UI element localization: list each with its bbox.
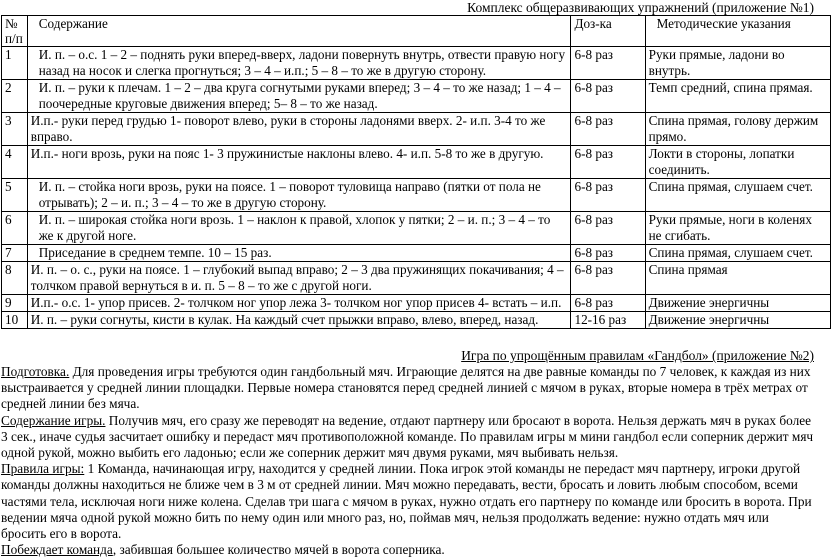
cell-content: И. п. – стойка ноги врозь, руки на поясе. 1 – поворот туловища направо (пятки от пола не отрывать); 2 – и. п.; 3 – 4 – то же в другую сторону. [27, 179, 571, 212]
table-row [2, 212, 831, 245]
cell-content: И.п.- ноги врозь, руки на пояс 1- 3 пружинистые наклоны влево. 4- и.п. 5-8 то же в другую. [27, 146, 571, 179]
table-row [2, 312, 831, 329]
table-row [2, 295, 831, 312]
cell-notes: Темп средний, спина прямая. [645, 80, 830, 113]
table-row [2, 245, 831, 262]
cell-dose: 6-8 раз [571, 113, 645, 146]
cell-notes: Локти в стороны, лопатки соединить. [645, 146, 830, 179]
header-dose: Доз-ка [571, 16, 645, 47]
game-title: Игра по упрощённым правилам «Гандбол» (приложение №2) [461, 348, 814, 363]
cell-dose: 6-8 раз [571, 47, 645, 80]
cell-dose: 6-8 раз [571, 212, 645, 245]
cell-notes: Спина прямая, голову держим прямо. [645, 113, 830, 146]
cell-notes: Спина прямая [645, 262, 830, 295]
header-content: Содержание [27, 16, 571, 47]
cell-dose: 6-8 раз [571, 295, 645, 312]
cell-num: 1 [2, 47, 28, 80]
cell-content: Приседание в среднем темпе. 10 – 15 раз. [27, 245, 571, 262]
table-row [2, 146, 831, 179]
cell-content: И. п. – руки к плечам. 1 – 2 – два круга согнутыми руками вперед; 3 – 4 – то же назад; 1 – 4 – поочередные круговые движения вперед; 5– 8 – то же назад. [27, 80, 571, 113]
content-text: Получив мяч, его сразу же переводят на ведение, отдают партнеру или бросают в ворота. Нельзя держать мяч в руках более 3 сек., иначе судья засчитает ошибку и передаст мяч противоположной команде. По правилам игры м мини гандбол если соперник держит мяч одной рукой, можно выбить его ладонью; если же соперник держит мяч двумя руками, мяч выбивать нельзя. [1, 412, 814, 461]
cell-content: И.п.- о.с. 1- упор присев. 2- толчком ног упор лежа 3- толчком ног упор присев 4- встать – и.п. [27, 295, 571, 312]
table-title: Комплекс общеразвивающих упражнений (приложение №1) [467, 0, 814, 15]
cell-num: 8 [2, 262, 28, 295]
cell-num: 5 [2, 179, 28, 212]
winner-text: , забившая большее количество мячей в ворота соперника. [112, 542, 445, 558]
cell-num: 9 [2, 295, 28, 312]
winner-paragraph [1, 542, 814, 558]
cell-notes: Руки прямые, ладони во внутрь. [645, 47, 830, 80]
cell-notes: Движение энергичны [645, 295, 830, 312]
table-row [2, 179, 831, 212]
content-paragraph [1, 413, 814, 462]
rules-paragraph [1, 461, 814, 542]
cell-content: И. п. – широкая стойка ноги врозь. 1 – наклон к правой, хлопок у пятки; 2 – и. п.; 3 – 4 – то же к другой ноге. [27, 212, 571, 245]
cell-num: 4 [2, 146, 28, 179]
cell-content: И. п. – о.с. 1 – 2 – поднять руки вперед-вверх, ладони повернуть внутрь, отвести правую ногу назад на носок и слегка прогнуться; 3 – 4 – и.п.; 5 – 8 – то же в другую сторону. [27, 47, 571, 80]
prep-paragraph [1, 364, 814, 413]
game-description [1, 364, 814, 558]
cell-content: И. п. – руки согнуты, кисти в кулак. На каждый счет прыжки вправо, влево, вперед, назад. [27, 312, 571, 329]
table-body [2, 47, 831, 329]
table-row [2, 113, 831, 146]
header-notes: Методические указания [645, 16, 830, 47]
exercise-table [1, 15, 831, 329]
cell-num: 3 [2, 113, 28, 146]
prep-text: Для проведения игры требуются один гандбольный мяч. Играющие делятся на две равные команды по 7 человек, к каждая из них выстраивается у средней линии площадки. Первые номера становятся перед средней линией с мячом в руках, вторые номера в трёх метрах от средней линии без мяча. [1, 364, 811, 412]
content-label: Содержание игры. [1, 412, 106, 428]
cell-notes: Руки прямые, ноги в коленях не сгибать. [645, 212, 830, 245]
cell-dose: 12-16 раз [571, 312, 645, 329]
cell-dose: 6-8 раз [571, 262, 645, 295]
cell-notes: Спина прямая, слушаем счет. [645, 179, 830, 212]
table-row [2, 262, 831, 295]
cell-notes: Спина прямая, слушаем счет. [645, 245, 830, 262]
table-row [2, 80, 831, 113]
cell-dose: 6-8 раз [571, 179, 645, 212]
cell-notes: Движение энергичны [645, 312, 830, 329]
cell-dose: 6-8 раз [571, 146, 645, 179]
rules-label: Правила игры: [1, 461, 85, 477]
table-header-row [2, 16, 831, 47]
cell-num: 6 [2, 212, 28, 245]
cell-content: И. п. – о. с., руки на поясе. 1 – глубокий выпад вправо; 2 – 3 два пружинящих покачивания; 4 – толчком правой вернуться в и. п. 5 – 8 – то же с другой ноги. [27, 262, 571, 295]
cell-content: И.п.- руки перед грудью 1- поворот влево, руки в стороны ладонями вверх. 2- и.п. 3-4 то же вправо. [27, 113, 571, 146]
table-row [2, 47, 831, 80]
cell-dose: 6-8 раз [571, 80, 645, 113]
cell-num: 7 [2, 245, 28, 262]
cell-num: 2 [2, 80, 28, 113]
cell-num: 10 [2, 312, 28, 329]
header-num: № п/п [2, 16, 28, 47]
prep-label: Подготовка. [1, 364, 70, 379]
rules-text: 1 Команда, начинающая игру, находится у средней линии. Пока игрок этой команды не передаст мяч партнеру, игроки другой команды должны находиться не ближе чем в 3 м от средней линии. Мяч можно передавать, вести, бросать и ловить любым способом, всеми частями тела, исключая ноги ниже колена. Сделав три шага с мячом в руках, нужно отдать его партнеру по команде или бросить в ворота. При ведении мяча одной рукой можно бить по нему один или много раз, но, поймав мяч, нельзя продолжать ведение: нужно отдать мяч или бросить его в ворота. [1, 461, 812, 542]
winner-label: Побеждает команда [1, 542, 113, 558]
cell-dose: 6-8 раз [571, 245, 645, 262]
